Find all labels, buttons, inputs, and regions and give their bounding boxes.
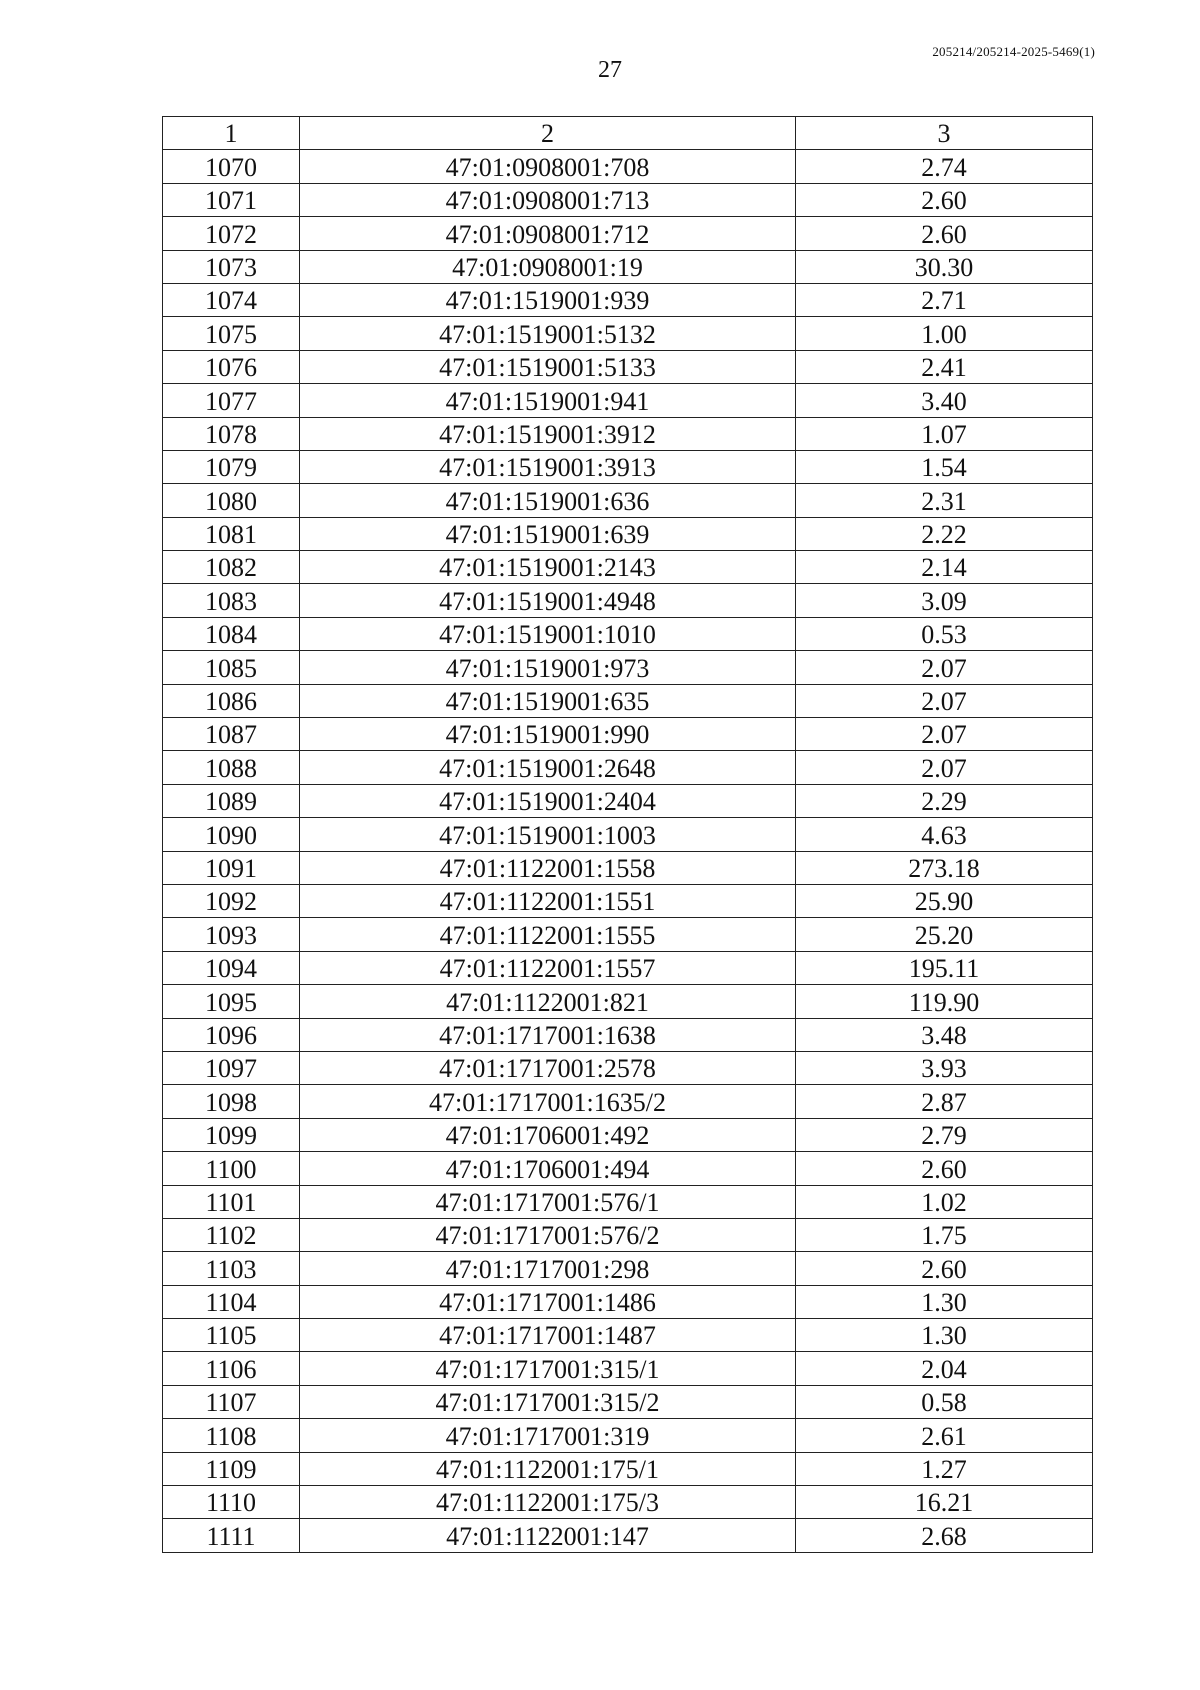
value-cell: 273.18 [796,851,1093,884]
data-table [162,116,1093,1553]
row-number-cell: 1085 [163,651,300,684]
column-header-1: 1 [163,117,300,150]
table-row [163,851,1093,884]
row-number-cell: 1101 [163,1185,300,1218]
cadastral-number-cell: 47:01:1717001:315/2 [300,1385,796,1418]
row-number-cell: 1084 [163,617,300,650]
cadastral-number-cell: 47:01:1717001:1635/2 [300,1085,796,1118]
table-row [163,250,1093,283]
value-cell: 2.07 [796,751,1093,784]
row-number-cell: 1102 [163,1218,300,1251]
value-cell: 195.11 [796,951,1093,984]
row-number-cell: 1073 [163,250,300,283]
table-row [163,985,1093,1018]
table-row [163,918,1093,951]
cadastral-number-cell: 47:01:1519001:1003 [300,818,796,851]
row-number-cell: 1108 [163,1419,300,1452]
value-cell: 25.20 [796,918,1093,951]
row-number-cell: 1103 [163,1252,300,1285]
value-cell: 2.41 [796,350,1093,383]
row-number-cell: 1095 [163,985,300,1018]
value-cell: 25.90 [796,884,1093,917]
cadastral-number-cell: 47:01:1706001:494 [300,1152,796,1185]
row-number-cell: 1094 [163,951,300,984]
row-number-cell: 1093 [163,918,300,951]
value-cell: 2.74 [796,150,1093,183]
value-cell: 30.30 [796,250,1093,283]
row-number-cell: 1092 [163,884,300,917]
value-cell: 1.54 [796,450,1093,483]
value-cell: 1.00 [796,317,1093,350]
row-number-cell: 1107 [163,1385,300,1418]
cadastral-number-cell: 47:01:1122001:1557 [300,951,796,984]
table-row [163,384,1093,417]
value-cell: 2.14 [796,551,1093,584]
cadastral-number-cell: 47:01:1717001:576/1 [300,1185,796,1218]
column-header-2: 2 [300,117,796,150]
row-number-cell: 1080 [163,484,300,517]
table-row [163,751,1093,784]
page-number: 27 [598,57,622,83]
table-row [163,350,1093,383]
row-number-cell: 1110 [163,1486,300,1519]
table-row [163,1218,1093,1251]
table-row [163,818,1093,851]
row-number-cell: 1078 [163,417,300,450]
column-header-3: 3 [796,117,1093,150]
cadastral-number-cell: 47:01:1706001:492 [300,1118,796,1151]
value-cell: 2.60 [796,217,1093,250]
table-row [163,1519,1093,1552]
row-number-cell: 1096 [163,1018,300,1051]
row-number-cell: 1109 [163,1452,300,1485]
cadastral-number-cell: 47:01:1122001:1555 [300,918,796,951]
table-row [163,1018,1093,1051]
value-cell: 1.07 [796,417,1093,450]
cadastral-number-cell: 47:01:1519001:5133 [300,350,796,383]
table-row [163,1352,1093,1385]
value-cell: 1.75 [796,1218,1093,1251]
value-cell: 2.07 [796,718,1093,751]
row-number-cell: 1086 [163,684,300,717]
cadastral-number-cell: 47:01:1122001:175/1 [300,1452,796,1485]
value-cell: 2.60 [796,1252,1093,1285]
cadastral-number-cell: 47:01:1519001:939 [300,283,796,316]
table-row [163,584,1093,617]
row-number-cell: 1077 [163,384,300,417]
table-row [163,183,1093,216]
row-number-cell: 1076 [163,350,300,383]
document-id: 205214/205214-2025-5469(1) [932,44,1095,59]
cadastral-number-cell: 47:01:1519001:639 [300,517,796,550]
row-number-cell: 1087 [163,718,300,751]
row-number-cell: 1082 [163,551,300,584]
value-cell: 2.29 [796,784,1093,817]
table-body [163,150,1093,1552]
table-row [163,417,1093,450]
table-row [163,317,1093,350]
row-number-cell: 1090 [163,818,300,851]
cadastral-number-cell: 47:01:1122001:1558 [300,851,796,884]
row-number-cell: 1097 [163,1051,300,1084]
table-row [163,684,1093,717]
row-number-cell: 1100 [163,1152,300,1185]
value-cell: 2.22 [796,517,1093,550]
value-cell: 1.27 [796,1452,1093,1485]
table-row [163,1285,1093,1318]
cadastral-number-cell: 47:01:1717001:298 [300,1252,796,1285]
value-cell: 3.09 [796,584,1093,617]
table-row [163,1085,1093,1118]
row-number-cell: 1111 [163,1519,300,1552]
cadastral-number-cell: 47:01:1519001:2404 [300,784,796,817]
table-row [163,617,1093,650]
table-row [163,551,1093,584]
row-number-cell: 1083 [163,584,300,617]
row-number-cell: 1074 [163,283,300,316]
value-cell: 1.02 [796,1185,1093,1218]
cadastral-number-cell: 47:01:1519001:2648 [300,751,796,784]
cadastral-number-cell: 47:01:0908001:19 [300,250,796,283]
cadastral-number-cell: 47:01:1519001:973 [300,651,796,684]
cadastral-number-cell: 47:01:0908001:708 [300,150,796,183]
cadastral-number-cell: 47:01:1519001:990 [300,718,796,751]
cadastral-number-cell: 47:01:1717001:315/1 [300,1352,796,1385]
cadastral-number-cell: 47:01:1519001:4948 [300,584,796,617]
row-number-cell: 1088 [163,751,300,784]
cadastral-number-cell: 47:01:1519001:636 [300,484,796,517]
table-row [163,517,1093,550]
row-number-cell: 1070 [163,150,300,183]
cadastral-number-cell: 47:01:1519001:635 [300,684,796,717]
value-cell: 1.30 [796,1319,1093,1352]
value-cell: 2.68 [796,1519,1093,1552]
table-row [163,1118,1093,1151]
table-row [163,217,1093,250]
table-row [163,784,1093,817]
cadastral-number-cell: 47:01:1717001:576/2 [300,1218,796,1251]
row-number-cell: 1105 [163,1319,300,1352]
table-row [163,951,1093,984]
value-cell: 0.53 [796,617,1093,650]
value-cell: 2.60 [796,1152,1093,1185]
row-number-cell: 1106 [163,1352,300,1385]
table-row [163,651,1093,684]
cadastral-number-cell: 47:01:1519001:941 [300,384,796,417]
row-number-cell: 1072 [163,217,300,250]
table-row [163,1185,1093,1218]
cadastral-number-cell: 47:01:1519001:2143 [300,551,796,584]
table-header [163,117,1093,150]
cadastral-number-cell: 47:01:0908001:712 [300,217,796,250]
value-cell: 3.40 [796,384,1093,417]
table-row [163,1051,1093,1084]
cadastral-number-cell: 47:01:1122001:175/3 [300,1486,796,1519]
value-cell: 2.79 [796,1118,1093,1151]
value-cell: 3.48 [796,1018,1093,1051]
row-number-cell: 1091 [163,851,300,884]
table-row [163,1419,1093,1452]
value-cell: 2.71 [796,283,1093,316]
cadastral-number-cell: 47:01:1122001:147 [300,1519,796,1552]
value-cell: 0.58 [796,1385,1093,1418]
value-cell: 2.07 [796,651,1093,684]
cadastral-number-cell: 47:01:1717001:2578 [300,1051,796,1084]
row-number-cell: 1075 [163,317,300,350]
value-cell: 16.21 [796,1486,1093,1519]
value-cell: 2.61 [796,1419,1093,1452]
cadastral-number-cell: 47:01:1519001:3912 [300,417,796,450]
cadastral-number-cell: 47:01:1519001:3913 [300,450,796,483]
cadastral-number-cell: 47:01:0908001:713 [300,183,796,216]
cadastral-number-cell: 47:01:1519001:5132 [300,317,796,350]
table-row [163,1152,1093,1185]
value-cell: 3.93 [796,1051,1093,1084]
cadastral-number-cell: 47:01:1519001:1010 [300,617,796,650]
value-cell: 2.60 [796,183,1093,216]
cadastral-number-cell: 47:01:1717001:1638 [300,1018,796,1051]
row-number-cell: 1099 [163,1118,300,1151]
table-row [163,1319,1093,1352]
value-cell: 2.87 [796,1085,1093,1118]
row-number-cell: 1071 [163,183,300,216]
cadastral-number-cell: 47:01:1717001:1486 [300,1285,796,1318]
cadastral-number-cell: 47:01:1717001:1487 [300,1319,796,1352]
value-cell: 2.31 [796,484,1093,517]
table-row [163,1452,1093,1485]
table-row [163,718,1093,751]
table-row [163,884,1093,917]
value-cell: 4.63 [796,818,1093,851]
cadastral-number-cell: 47:01:1122001:821 [300,985,796,1018]
table-row [163,1385,1093,1418]
table-row [163,1252,1093,1285]
value-cell: 2.07 [796,684,1093,717]
cadastral-number-cell: 47:01:1122001:1551 [300,884,796,917]
value-cell: 119.90 [796,985,1093,1018]
table-row [163,150,1093,183]
row-number-cell: 1104 [163,1285,300,1318]
table-row [163,484,1093,517]
table-row [163,283,1093,316]
row-number-cell: 1089 [163,784,300,817]
header-row [163,117,1093,150]
table-row [163,450,1093,483]
row-number-cell: 1081 [163,517,300,550]
value-cell: 1.30 [796,1285,1093,1318]
value-cell: 2.04 [796,1352,1093,1385]
table-row [163,1486,1093,1519]
row-number-cell: 1079 [163,450,300,483]
cadastral-number-cell: 47:01:1717001:319 [300,1419,796,1452]
row-number-cell: 1098 [163,1085,300,1118]
